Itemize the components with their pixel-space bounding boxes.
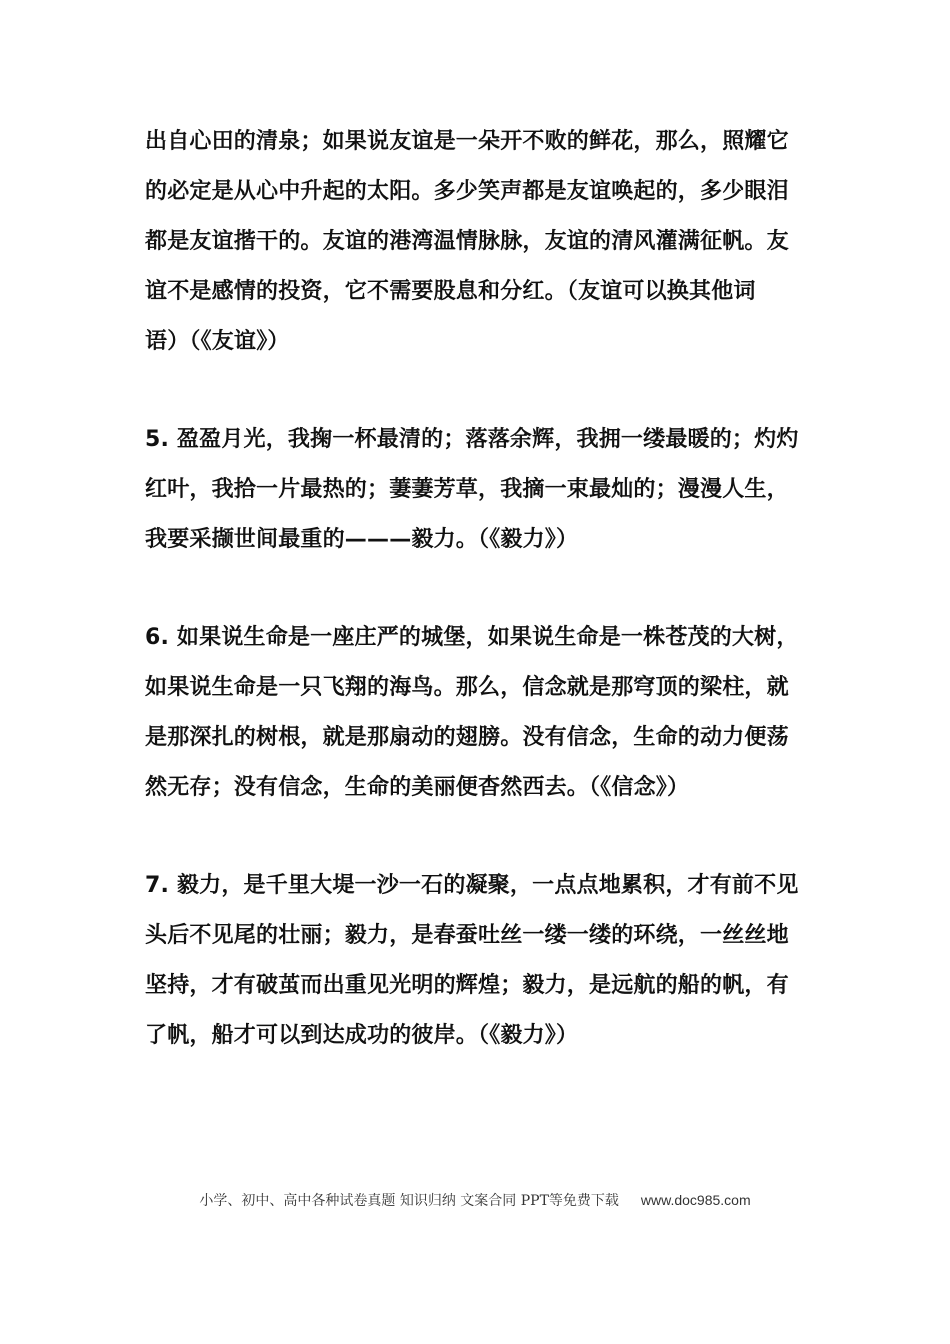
paragraph-6-belief <box>145 613 810 813</box>
text-line: 7. 毅力，是千里大堤一沙一石的凝聚，一点点地累积，才有前不见 <box>145 873 799 898</box>
text-line: 5. 盈盈月光，我掬一杯最清的；落落余辉，我拥一缕最暖的；灼灼 <box>145 427 799 452</box>
text-line: 出自心田的清泉；如果说友谊是一朵开不败的鲜花，那么，照耀它 <box>145 129 789 154</box>
footer-text: 小学、初中、高中各种试卷真题 知识归纳 文案合同 PPT等免费下载 <box>199 1193 619 1209</box>
paragraph-spacer <box>145 813 810 861</box>
text-line: 我要采撷世间最重的———毅力。（《毅力》） <box>145 527 579 552</box>
text-line: 坚持，才有破茧而出重见光明的辉煌；毅力，是远航的船的帆，有 <box>145 973 789 998</box>
document-body <box>145 117 810 1061</box>
paragraph-5-perseverance <box>145 415 810 565</box>
text-line: 如果说生命是一只飞翔的海鸟。那么，信念就是那穹顶的梁柱，就 <box>145 675 789 700</box>
text-line: 红叶，我拾一片最热的；萋萋芳草，我摘一束最灿的；漫漫人生， <box>145 477 789 502</box>
text-line: 是那深扎的树根，就是那扇动的翅膀。没有信念，生命的动力便荡 <box>145 725 789 750</box>
text-line: 语）（《友谊》） <box>145 329 290 354</box>
text-line: 都是友谊揩干的。友谊的港湾温情脉脉，友谊的清风灌满征帆。友 <box>145 229 789 254</box>
text-line: 谊不是感情的投资，它不需要股息和分红。（友谊可以换其他词 <box>145 279 756 304</box>
text-line: 的必定是从心中升起的太阳。多少笑声都是友谊唤起的，多少眼泪 <box>145 179 789 204</box>
text-line: 6. 如果说生命是一座庄严的城堡，如果说生命是一株苍茂的大树， <box>145 625 799 650</box>
text-line: 头后不见尾的壮丽；毅力，是春蚕吐丝一缕一缕的环绕，一丝丝地 <box>145 923 789 948</box>
paragraph-friendship <box>145 117 810 367</box>
text-line: 然无存；没有信念，生命的美丽便杳然西去。（《信念》） <box>145 775 690 800</box>
paragraph-7-perseverance <box>145 861 810 1061</box>
text-line: 了帆，船才可以到达成功的彼岸。（《毅力》） <box>145 1023 579 1048</box>
footer-site-link[interactable]: www.doc985.com <box>640 1192 751 1208</box>
page-footer <box>0 1190 950 1210</box>
paragraph-spacer <box>145 565 810 613</box>
paragraph-spacer <box>145 367 810 415</box>
